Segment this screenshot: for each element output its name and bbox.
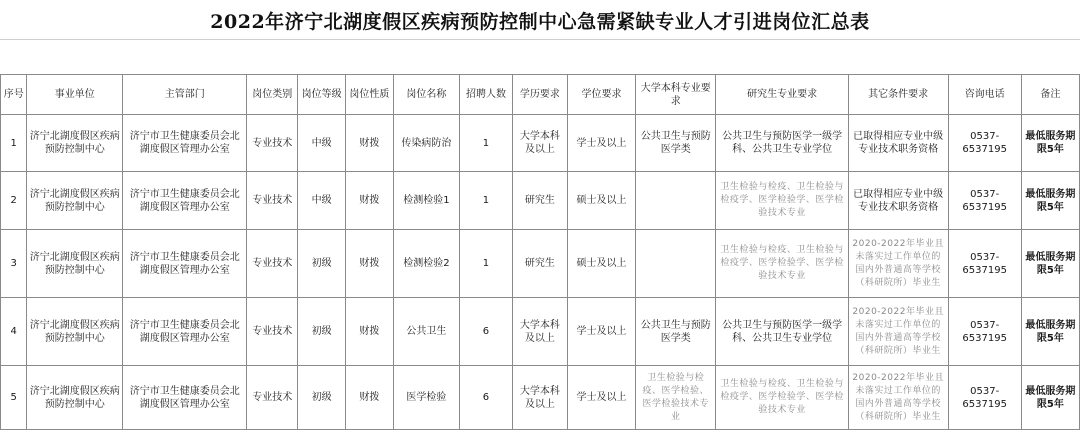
cell-edu: 大学本科及以上 <box>512 298 567 366</box>
cell-unit: 济宁北湖度假区疾病预防控制中心 <box>27 298 123 366</box>
cell-nature: 财拨 <box>346 366 394 430</box>
cell-other: 2020-2022年毕业且未落实过工作单位的国内外普通高等学校（科研院所）毕业生 <box>848 366 948 430</box>
cell-count: 1 <box>460 115 513 172</box>
header-cell: 学位要求 <box>567 75 635 115</box>
cell-pg-major: 卫生检验与检疫、卫生检验与检疫学、医学检验学、医学检验技术专业 <box>716 172 848 230</box>
cell-level: 中级 <box>298 172 346 230</box>
cell-post: 检测检验1 <box>393 172 459 230</box>
cell-no: 5 <box>1 366 27 430</box>
header-cell: 岗位名称 <box>393 75 459 115</box>
cell-level: 初级 <box>298 230 346 298</box>
cell-other: 已取得相应专业中级专业技术职务资格 <box>848 172 948 230</box>
cell-phone: 0537-6537195 <box>948 172 1021 230</box>
cell-other: 已取得相应专业中级专业技术职务资格 <box>848 115 948 172</box>
blank-band <box>0 40 1080 74</box>
cell-category: 专业技术 <box>247 172 298 230</box>
cell-post: 医学检验 <box>393 366 459 430</box>
cell-edu: 大学本科及以上 <box>512 366 567 430</box>
cell-post: 检测检验2 <box>393 230 459 298</box>
cell-nature: 财拨 <box>346 230 394 298</box>
cell-level: 中级 <box>298 115 346 172</box>
cell-note: 最低服务期限5年 <box>1021 366 1079 430</box>
cell-unit: 济宁北湖度假区疾病预防控制中心 <box>27 172 123 230</box>
table-row <box>1 230 1080 298</box>
cell-other: 2020-2022年毕业且未落实过工作单位的国内外普通高等学校（科研院所）毕业生 <box>848 298 948 366</box>
cell-ug-major: 公共卫生与预防医学类 <box>636 298 716 366</box>
positions-table <box>0 74 1080 430</box>
cell-ug-major: 公共卫生与预防医学类 <box>636 115 716 172</box>
header-cell: 研究生专业要求 <box>716 75 848 115</box>
cell-post: 公共卫生 <box>393 298 459 366</box>
cell-nature: 财拨 <box>346 115 394 172</box>
cell-phone: 0537-6537195 <box>948 298 1021 366</box>
header-cell: 主管部门 <box>123 75 247 115</box>
cell-pg-major: 公共卫生与预防医学一级学科、公共卫生专业学位 <box>716 115 848 172</box>
cell-note: 最低服务期限5年 <box>1021 115 1079 172</box>
cell-category: 专业技术 <box>247 298 298 366</box>
table-row <box>1 298 1080 366</box>
header-cell: 岗位类别 <box>247 75 298 115</box>
cell-edu: 研究生 <box>512 230 567 298</box>
cell-ug-major <box>636 230 716 298</box>
cell-count: 6 <box>460 298 513 366</box>
header-cell: 岗位性质 <box>346 75 394 115</box>
cell-post: 传染病防治 <box>393 115 459 172</box>
cell-unit: 济宁北湖度假区疾病预防控制中心 <box>27 115 123 172</box>
cell-level: 初级 <box>298 366 346 430</box>
cell-dept: 济宁市卫生健康委员会北湖度假区管理办公室 <box>123 230 247 298</box>
header-cell: 其它条件要求 <box>848 75 948 115</box>
cell-other: 2020-2022年毕业且未落实过工作单位的国内外普通高等学校（科研院所）毕业生 <box>848 230 948 298</box>
cell-dept: 济宁市卫生健康委员会北湖度假区管理办公室 <box>123 298 247 366</box>
cell-dept: 济宁市卫生健康委员会北湖度假区管理办公室 <box>123 115 247 172</box>
cell-note: 最低服务期限5年 <box>1021 230 1079 298</box>
cell-unit: 济宁北湖度假区疾病预防控制中心 <box>27 230 123 298</box>
cell-pg-major: 卫生检验与检疫、卫生检验与检疫学、医学检验学、医学检验技术专业 <box>716 366 848 430</box>
cell-nature: 财拨 <box>346 298 394 366</box>
cell-degree: 学士及以上 <box>567 115 635 172</box>
cell-degree: 学士及以上 <box>567 298 635 366</box>
header-cell: 咨询电话 <box>948 75 1021 115</box>
cell-note: 最低服务期限5年 <box>1021 298 1079 366</box>
cell-edu: 研究生 <box>512 172 567 230</box>
cell-dept: 济宁市卫生健康委员会北湖度假区管理办公室 <box>123 172 247 230</box>
header-cell: 岗位等级 <box>298 75 346 115</box>
cell-degree: 硕士及以上 <box>567 172 635 230</box>
cell-category: 专业技术 <box>247 230 298 298</box>
cell-level: 初级 <box>298 298 346 366</box>
cell-nature: 财拨 <box>346 172 394 230</box>
cell-no: 2 <box>1 172 27 230</box>
cell-pg-major: 公共卫生与预防医学一级学科、公共卫生专业学位 <box>716 298 848 366</box>
table-row <box>1 366 1080 430</box>
cell-ug-major: 卫生检验与检疫、医学检验、医学检验技术专业 <box>636 366 716 430</box>
cell-category: 专业技术 <box>247 366 298 430</box>
header-cell: 备注 <box>1021 75 1079 115</box>
cell-count: 6 <box>460 366 513 430</box>
cell-dept: 济宁市卫生健康委员会北湖度假区管理办公室 <box>123 366 247 430</box>
cell-edu: 大学本科及以上 <box>512 115 567 172</box>
header-cell: 序号 <box>1 75 27 115</box>
cell-unit: 济宁北湖度假区疾病预防控制中心 <box>27 366 123 430</box>
cell-pg-major: 卫生检验与检疫、卫生检验与检疫学、医学检验学、医学检验技术专业 <box>716 230 848 298</box>
page-title: 2022年济宁北湖度假区疾病预防控制中心急需紧缺专业人才引进岗位汇总表 <box>210 10 870 33</box>
header-cell: 学历要求 <box>512 75 567 115</box>
cell-no: 1 <box>1 115 27 172</box>
header-cell: 招聘人数 <box>460 75 513 115</box>
cell-count: 1 <box>460 230 513 298</box>
cell-degree: 硕士及以上 <box>567 230 635 298</box>
header-cell: 事业单位 <box>27 75 123 115</box>
cell-phone: 0537-6537195 <box>948 230 1021 298</box>
cell-degree: 学士及以上 <box>567 366 635 430</box>
cell-note: 最低服务期限5年 <box>1021 172 1079 230</box>
cell-count: 1 <box>460 172 513 230</box>
cell-category: 专业技术 <box>247 115 298 172</box>
cell-ug-major <box>636 172 716 230</box>
cell-no: 3 <box>1 230 27 298</box>
cell-phone: 0537-6537195 <box>948 115 1021 172</box>
cell-phone: 0537-6537195 <box>948 366 1021 430</box>
table-row <box>1 172 1080 230</box>
header-cell: 大学本科专业要求 <box>636 75 716 115</box>
header-row <box>1 75 1080 115</box>
table-row <box>1 115 1080 172</box>
cell-no: 4 <box>1 298 27 366</box>
